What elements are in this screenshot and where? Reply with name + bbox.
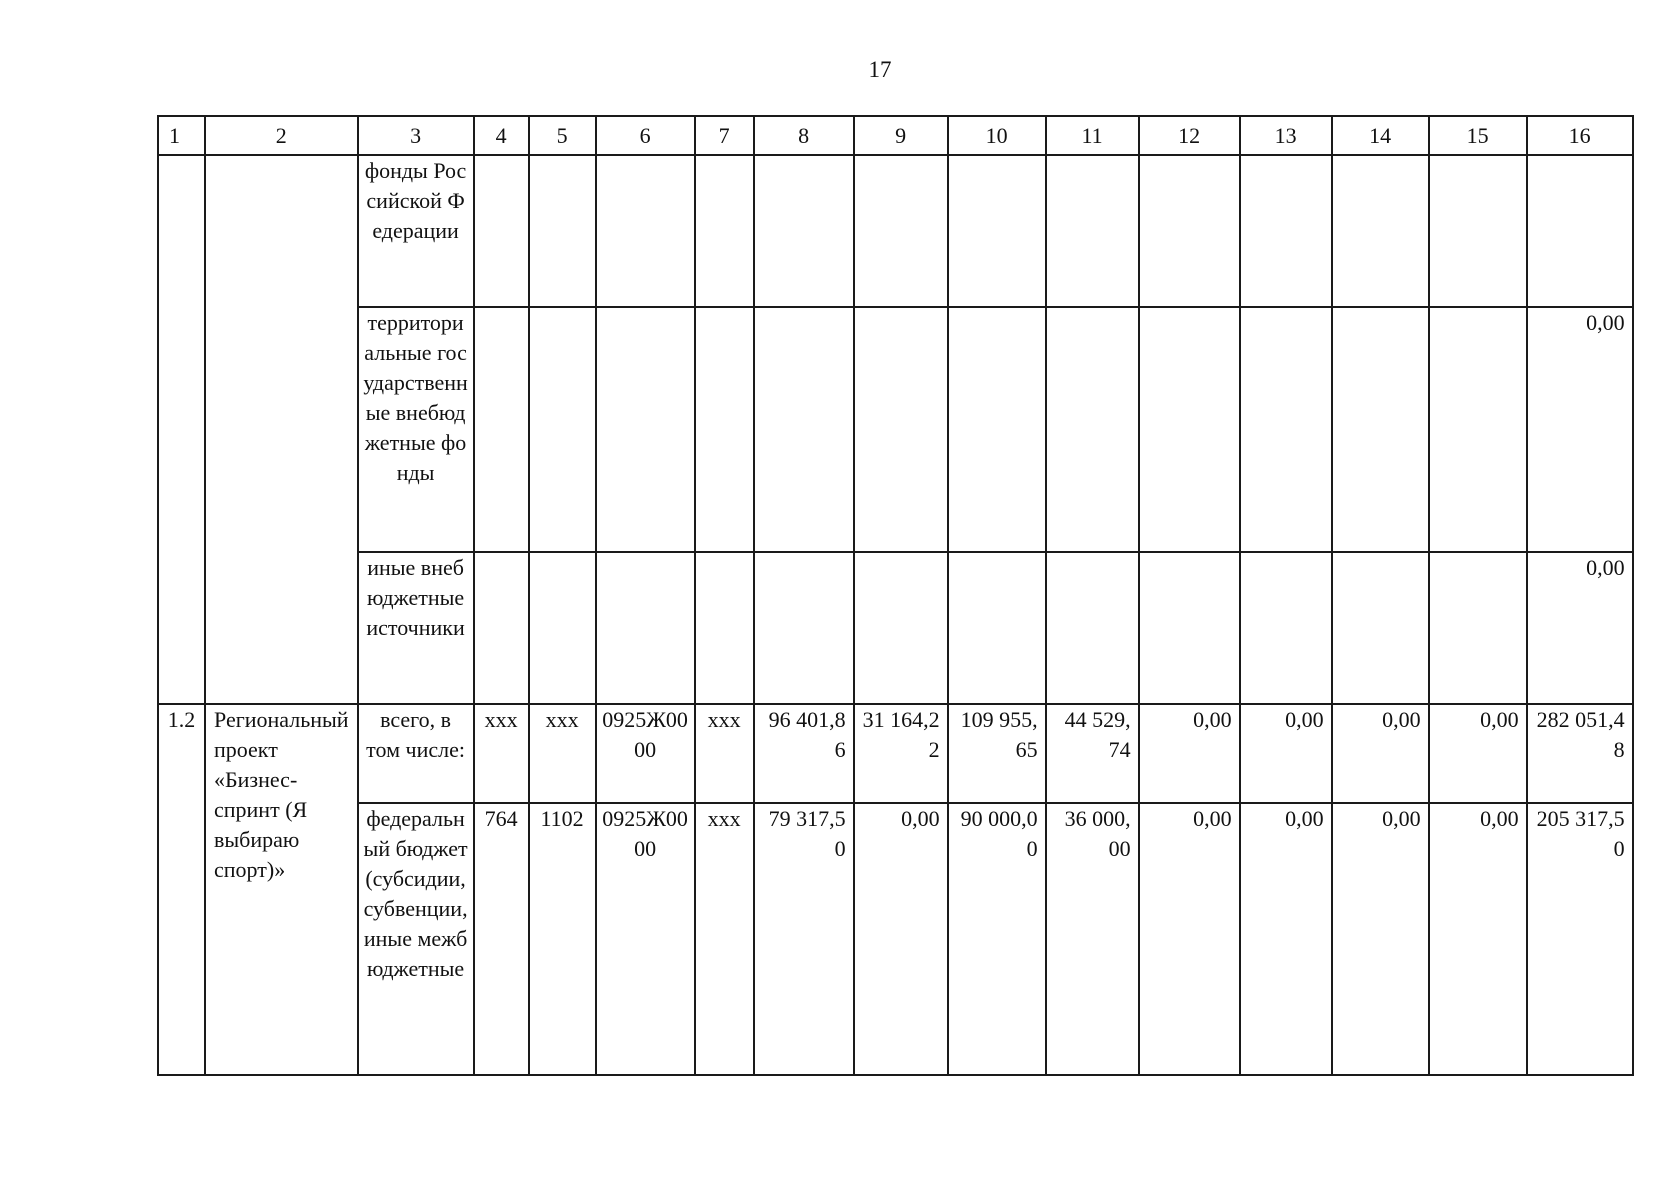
column-header: 12: [1139, 116, 1240, 155]
table-row: [158, 803, 1633, 1075]
table-cell: [854, 155, 948, 307]
table-cell: [1139, 307, 1240, 552]
column-header: 8: [754, 116, 854, 155]
table-cell: [1240, 155, 1332, 307]
cell-amount: 0,00: [854, 803, 948, 1075]
table-cell: [529, 155, 596, 307]
column-header: 7: [695, 116, 754, 155]
table-cell: [1527, 155, 1633, 307]
page-number: 17: [868, 57, 892, 82]
cell-project-name: Региональный проект «Бизнес-спринт (Я выбираю спорт)»: [205, 704, 358, 1075]
table-cell: [596, 307, 695, 552]
cell-amount: 0,00: [1240, 704, 1332, 803]
cell-funding-source: федеральный бюджет (субсидии, субвенции, иные межбюджетные: [358, 803, 474, 1075]
cell-total: 282 051,48: [1527, 704, 1633, 803]
table-cell: [948, 155, 1046, 307]
table-cell: [529, 307, 596, 552]
cell-total: 0,00: [1527, 552, 1633, 704]
budget-table: [157, 115, 1634, 1076]
table-cell: [596, 155, 695, 307]
column-header: 10: [948, 116, 1046, 155]
table-cell: [1429, 552, 1527, 704]
cell-amount: 0,00: [1332, 803, 1429, 1075]
table-cell: [474, 155, 529, 307]
cell-amount: 0,00: [1332, 704, 1429, 803]
table-cell: [1139, 552, 1240, 704]
cell-funding-source: территориальные государственные внебюджетные фонды: [358, 307, 474, 552]
cell-project-name: [205, 155, 358, 704]
cell-funding-source: всего, в том числе:: [358, 704, 474, 803]
cell-code: ххх: [529, 704, 596, 803]
table-cell: [695, 552, 754, 704]
column-header: 16: [1527, 116, 1633, 155]
table-cell: [1046, 307, 1139, 552]
cell-row-number: 1.2: [158, 704, 205, 1075]
cell-total: 0,00: [1527, 307, 1633, 552]
cell-amount: 44 529,74: [1046, 704, 1139, 803]
cell-amount: 109 955,65: [948, 704, 1046, 803]
table-cell: [948, 307, 1046, 552]
cell-funding-source: иные внебюджетные источники: [358, 552, 474, 704]
cell-total: 205 317,50: [1527, 803, 1633, 1075]
cell-code: ххх: [474, 704, 529, 803]
cell-amount: 90 000,00: [948, 803, 1046, 1075]
table-row: [158, 155, 1633, 307]
table-row: [158, 307, 1633, 552]
table-cell: [948, 552, 1046, 704]
column-header: 5: [529, 116, 596, 155]
cell-amount: 31 164,22: [854, 704, 948, 803]
table-cell: [754, 307, 854, 552]
table-cell: [1240, 307, 1332, 552]
table-cell: [1240, 552, 1332, 704]
cell-amount: 36 000,00: [1046, 803, 1139, 1075]
table-cell: [695, 307, 754, 552]
cell-code: ххх: [695, 704, 754, 803]
column-header: 3: [358, 116, 474, 155]
table-cell: [1429, 307, 1527, 552]
column-header: 2: [205, 116, 358, 155]
cell-amount: 0,00: [1139, 803, 1240, 1075]
table-cell: [596, 552, 695, 704]
table-cell: [695, 155, 754, 307]
column-header: 1: [158, 116, 205, 155]
column-header: 13: [1240, 116, 1332, 155]
cell-code: 0925Ж0000: [596, 803, 695, 1075]
table-cell: [754, 155, 854, 307]
column-header: 15: [1429, 116, 1527, 155]
table-cell: [1332, 552, 1429, 704]
column-header: 4: [474, 116, 529, 155]
table-row: [158, 704, 1633, 803]
table-cell: [1046, 552, 1139, 704]
cell-code: ххх: [695, 803, 754, 1075]
table-cell: [754, 552, 854, 704]
table-cell: [474, 307, 529, 552]
cell-amount: 0,00: [1429, 704, 1527, 803]
cell-amount: 79 317,50: [754, 803, 854, 1075]
column-header: 11: [1046, 116, 1139, 155]
table-cell: [1332, 307, 1429, 552]
table-cell: [474, 552, 529, 704]
table-cell: [854, 552, 948, 704]
column-header: 9: [854, 116, 948, 155]
cell-code: 764: [474, 803, 529, 1075]
table-cell: [1139, 155, 1240, 307]
cell-row-number: [158, 155, 205, 704]
cell-amount: 0,00: [1429, 803, 1527, 1075]
cell-code: 0925Ж0000: [596, 704, 695, 803]
table-header-row: [158, 116, 1633, 155]
column-header: 6: [596, 116, 695, 155]
table-cell: [1332, 155, 1429, 307]
table-cell: [529, 552, 596, 704]
cell-amount: 0,00: [1240, 803, 1332, 1075]
column-header: 14: [1332, 116, 1429, 155]
table-cell: [1429, 155, 1527, 307]
table-cell: [854, 307, 948, 552]
cell-amount: 0,00: [1139, 704, 1240, 803]
table-cell: [1046, 155, 1139, 307]
cell-code: 1102: [529, 803, 596, 1075]
cell-amount: 96 401,86: [754, 704, 854, 803]
table-row: [158, 552, 1633, 704]
cell-funding-source: фонды Российской Федерации: [358, 155, 474, 307]
